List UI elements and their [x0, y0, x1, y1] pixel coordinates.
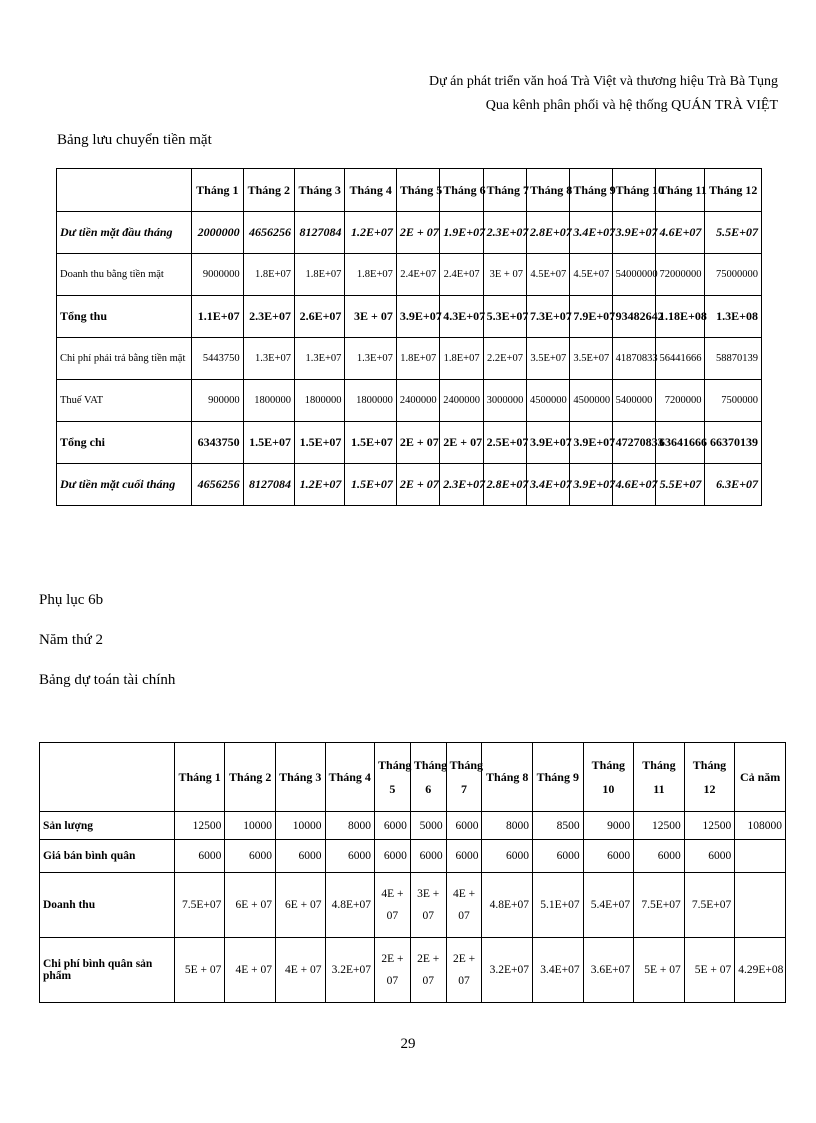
header-cell: Tháng 2 [225, 743, 276, 812]
table-cell: 75000000 [705, 254, 762, 296]
table-cell [735, 873, 786, 938]
table-cell: 3.5E+07 [570, 338, 612, 380]
table-cell: 1.1E+07 [192, 296, 243, 338]
table-cell: 3.5E+07 [526, 338, 569, 380]
header-cell: Tháng 9 [570, 169, 612, 212]
header-cell: Tháng 5 [375, 743, 411, 812]
table-row [57, 464, 762, 506]
table-cell: 2.3E+07 [440, 464, 483, 506]
table-cell: 1800000 [243, 380, 294, 422]
header-cell: Tháng 9 [533, 743, 584, 812]
table-cell: 10000 [225, 812, 276, 840]
table-cell: 6.3E+07 [705, 464, 762, 506]
table-cell: 1.3E+07 [345, 338, 396, 380]
header-cell: Tháng 4 [345, 169, 396, 212]
table-cell: 6E + 07 [225, 873, 276, 938]
table-cell: 5000 [410, 812, 446, 840]
table-cell: 1.3E+07 [295, 338, 345, 380]
table-cell: 4E + 07 [225, 938, 276, 1003]
table-row [57, 338, 762, 380]
table-cell: 6000 [446, 840, 482, 873]
table-cell: 6000 [410, 840, 446, 873]
table-cell: 2.5E+07 [483, 422, 526, 464]
cash-flow-body [57, 212, 762, 506]
header-cell: Tháng 8 [526, 169, 569, 212]
table-cell: 5.3E+07 [483, 296, 526, 338]
table-cell: 5.1E+07 [533, 873, 584, 938]
table-cell: 10000 [275, 812, 325, 840]
table-cell: 3.4E+07 [570, 212, 612, 254]
table-cell: 1.9E+07 [440, 212, 483, 254]
financial-forecast-table [39, 742, 786, 1003]
header-cell: Tháng 3 [275, 743, 325, 812]
header-cell: Tháng 7 [446, 743, 482, 812]
table-cell: 54000000 [612, 254, 655, 296]
row-label: Chi phí bình quân sản phẩm [40, 938, 175, 1003]
table-cell: 2E + 07 [396, 212, 439, 254]
header-cell: Tháng 2 [243, 169, 294, 212]
header-cell: Cả năm [735, 743, 786, 812]
table-cell: 4500000 [570, 380, 612, 422]
table-cell: 3.9E+07 [526, 422, 569, 464]
table-cell: 4.8E+07 [325, 873, 375, 938]
header-cell: Tháng 10 [583, 743, 634, 812]
table-cell [735, 840, 786, 873]
row-label: Doanh thu [40, 873, 175, 938]
table-cell: 7500000 [705, 380, 762, 422]
table-cell: 4656256 [243, 212, 294, 254]
header-row [57, 169, 762, 212]
table-cell: 7.5E+07 [684, 873, 735, 938]
table-cell: 3.4E+07 [526, 464, 569, 506]
table-cell: 6000 [583, 840, 634, 873]
year-label: Năm thứ 2 [39, 632, 103, 648]
table-cell: 2.4E+07 [440, 254, 483, 296]
table-cell: 2.8E+07 [526, 212, 569, 254]
table-cell: 1.8E+07 [440, 338, 483, 380]
table-cell: 7200000 [656, 380, 705, 422]
row-label: Tổng thu [57, 296, 192, 338]
table-cell: 72000000 [656, 254, 705, 296]
header-cell: Tháng 7 [483, 169, 526, 212]
table-row [57, 212, 762, 254]
table-cell: 5443750 [192, 338, 243, 380]
row-label: Chi phí phải trả bằng tiền mặt [57, 338, 192, 380]
table-cell: 3.9E+07 [570, 422, 612, 464]
table-cell: 8127084 [243, 464, 294, 506]
table-cell: 6000 [325, 840, 375, 873]
table-row [57, 380, 762, 422]
table-cell: 3.9E+07 [570, 464, 612, 506]
table-cell: 2.3E+07 [483, 212, 526, 254]
table-cell: 4.3E+07 [440, 296, 483, 338]
table-cell: 1800000 [295, 380, 345, 422]
table-cell: 900000 [192, 380, 243, 422]
table-cell: 2.8E+07 [483, 464, 526, 506]
header-cell [57, 169, 192, 212]
table-cell: 2E + 07 [375, 938, 411, 1003]
header-cell: Tháng 3 [295, 169, 345, 212]
table-row [40, 812, 786, 840]
table-cell: 5400000 [612, 380, 655, 422]
table-cell: 2400000 [440, 380, 483, 422]
table-cell: 4E + 07 [275, 938, 325, 1003]
table-cell: 3000000 [483, 380, 526, 422]
table-cell: 5.5E+07 [656, 464, 705, 506]
table-cell: 4E + 07 [446, 873, 482, 938]
table-cell: 108000 [735, 812, 786, 840]
table-cell: 58870139 [705, 338, 762, 380]
table-cell: 1.3E+07 [243, 338, 294, 380]
header-cell: Tháng 1 [174, 743, 225, 812]
table-cell: 1.5E+07 [345, 464, 396, 506]
table-cell: 6000 [446, 812, 482, 840]
table-cell: 2E + 07 [396, 464, 439, 506]
table-cell: 4500000 [526, 380, 569, 422]
header-cell: Tháng 11 [634, 743, 685, 812]
table-cell: 3.4E+07 [533, 938, 584, 1003]
table-cell: 2E + 07 [446, 938, 482, 1003]
financial-forecast-title: Bảng dự toán tài chính [39, 672, 176, 688]
row-label: Doanh thu bằng tiền mặt [57, 254, 192, 296]
cash-flow-table [56, 168, 762, 506]
table-cell: 1.5E+07 [295, 422, 345, 464]
table-cell: 1.2E+07 [345, 212, 396, 254]
table-cell: 2.3E+07 [243, 296, 294, 338]
table-cell: 12500 [174, 812, 225, 840]
table-cell: 3E + 07 [483, 254, 526, 296]
table-cell: 9000000 [192, 254, 243, 296]
table-cell: 7.9E+07 [570, 296, 612, 338]
table-cell: 6000 [533, 840, 584, 873]
table-row [40, 840, 786, 873]
row-label: Dư tiền mặt đầu tháng [57, 212, 192, 254]
header-cell: Tháng 12 [705, 169, 762, 212]
document-header [429, 70, 778, 118]
table-cell: 1.3E+08 [705, 296, 762, 338]
header-line-2: Qua kênh phân phối và hệ thống QUÁN TRÀ VIỆT [485, 98, 778, 113]
table-cell: 2.2E+07 [483, 338, 526, 380]
table-cell: 2.6E+07 [295, 296, 345, 338]
table-cell: 66370139 [705, 422, 762, 464]
table-cell: 1.8E+07 [243, 254, 294, 296]
table-cell: 56441666 [656, 338, 705, 380]
table-cell: 4.8E+07 [482, 873, 533, 938]
table-row [57, 296, 762, 338]
cash-flow-title: Bảng lưu chuyển tiền mặt [57, 132, 212, 148]
header-row [40, 743, 786, 812]
table-cell: 4.6E+07 [656, 212, 705, 254]
table-cell: 3E + 07 [345, 296, 396, 338]
forecast-header [40, 743, 786, 812]
table-cell: 6000 [275, 840, 325, 873]
table-cell: 2E + 07 [396, 422, 439, 464]
row-label: Thuế VAT [57, 380, 192, 422]
table-cell: 6000 [375, 812, 411, 840]
table-cell: 2000000 [192, 212, 243, 254]
table-cell: 4656256 [192, 464, 243, 506]
row-label: Tổng chi [57, 422, 192, 464]
table-cell: 6000 [225, 840, 276, 873]
table-cell: 8127084 [295, 212, 345, 254]
header-cell: Tháng 10 [612, 169, 655, 212]
table-row [40, 873, 786, 938]
table-cell: 3.6E+07 [583, 938, 634, 1003]
table-cell: 3E + 07 [410, 873, 446, 938]
table-cell: 6000 [634, 840, 685, 873]
table-row [57, 422, 762, 464]
table-cell: 2E + 07 [410, 938, 446, 1003]
table-cell: 1.5E+07 [345, 422, 396, 464]
table-cell: 4.6E+07 [612, 464, 655, 506]
header-cell: Tháng 8 [482, 743, 533, 812]
table-cell: 1.8E+07 [396, 338, 439, 380]
table-cell: 7.3E+07 [526, 296, 569, 338]
table-cell: 2.4E+07 [396, 254, 439, 296]
appendix-label: Phụ lục 6b [39, 592, 104, 608]
table-cell: 2400000 [396, 380, 439, 422]
table-cell: 3.2E+07 [482, 938, 533, 1003]
forecast-body [40, 812, 786, 1003]
header-cell: Tháng 6 [410, 743, 446, 812]
row-label: Sản lượng [40, 812, 175, 840]
table-cell: 41870833 [612, 338, 655, 380]
row-label: Giá bán bình quân [40, 840, 175, 873]
table-cell: 2E + 07 [440, 422, 483, 464]
table-cell: 5E + 07 [174, 938, 225, 1003]
table-cell: 8000 [325, 812, 375, 840]
header-cell: Tháng 5 [396, 169, 439, 212]
header-cell: Tháng 11 [656, 169, 705, 212]
table-cell: 9000 [583, 812, 634, 840]
table-cell: 6000 [684, 840, 735, 873]
table-cell: 4E + 07 [375, 873, 411, 938]
table-cell: 1.18E+08 [656, 296, 705, 338]
header-cell: Tháng 12 [684, 743, 735, 812]
table-cell: 4.5E+07 [526, 254, 569, 296]
table-cell: 1.8E+07 [295, 254, 345, 296]
page-number: 29 [400, 1036, 416, 1052]
table-row [40, 938, 786, 1003]
table-cell: 1.2E+07 [295, 464, 345, 506]
header-cell [40, 743, 175, 812]
header-cell: Tháng 6 [440, 169, 483, 212]
table-cell: 1800000 [345, 380, 396, 422]
cash-flow-header [57, 169, 762, 212]
table-cell: 1.8E+07 [345, 254, 396, 296]
table-cell: 5.4E+07 [583, 873, 634, 938]
header-cell: Tháng 1 [192, 169, 243, 212]
table-cell: 6000 [482, 840, 533, 873]
header-line-1: Dự án phát triển văn hoá Trà Việt và thương hiệu Trà Bà Tụng [428, 74, 778, 89]
table-cell: 8000 [482, 812, 533, 840]
table-cell: 5E + 07 [684, 938, 735, 1003]
table-cell: 3.2E+07 [325, 938, 375, 1003]
table-cell: 1.5E+07 [243, 422, 294, 464]
table-cell: 7.5E+07 [634, 873, 685, 938]
table-cell: 5E + 07 [634, 938, 685, 1003]
table-cell: 4.29E+08 [735, 938, 786, 1003]
table-cell: 6E + 07 [275, 873, 325, 938]
table-cell: 12500 [634, 812, 685, 840]
table-cell: 3.9E+07 [396, 296, 439, 338]
table-cell: 47270833 [612, 422, 655, 464]
table-row [57, 254, 762, 296]
table-cell: 6343750 [192, 422, 243, 464]
table-cell: 93482642 [612, 296, 655, 338]
table-cell: 63641666 [656, 422, 705, 464]
table-cell: 5.5E+07 [705, 212, 762, 254]
table-cell: 7.5E+07 [174, 873, 225, 938]
table-cell: 6000 [174, 840, 225, 873]
table-cell: 6000 [375, 840, 411, 873]
header-cell: Tháng 4 [325, 743, 375, 812]
table-cell: 3.9E+07 [612, 212, 655, 254]
row-label: Dư tiền mặt cuối tháng [57, 464, 192, 506]
table-cell: 12500 [684, 812, 735, 840]
table-cell: 4.5E+07 [570, 254, 612, 296]
table-cell: 8500 [533, 812, 584, 840]
